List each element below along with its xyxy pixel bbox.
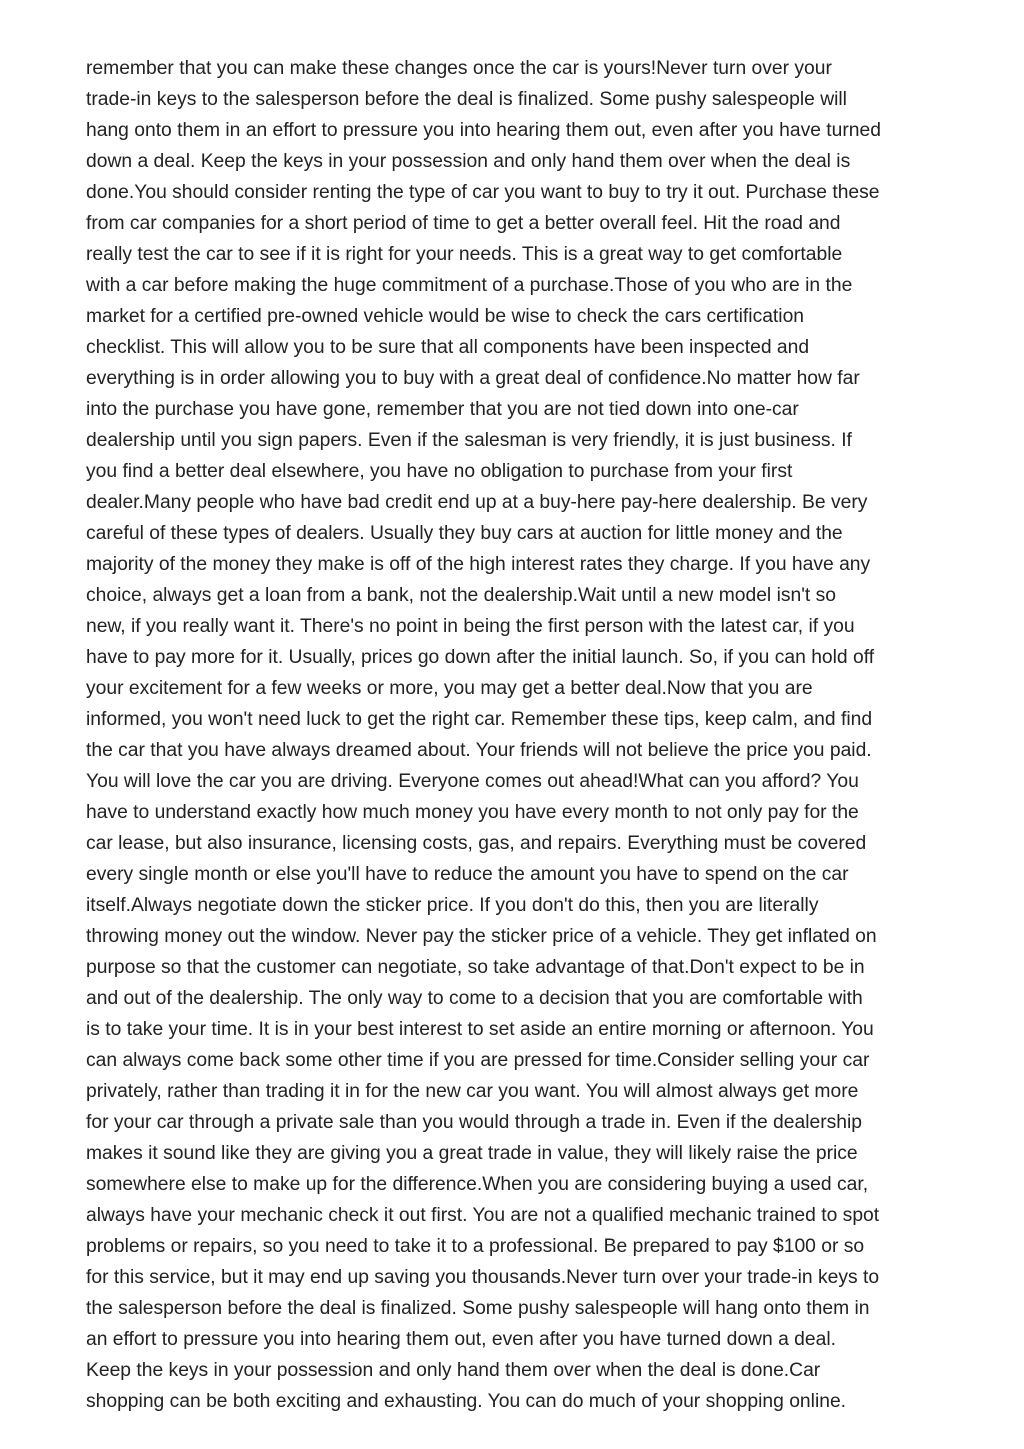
- text-line: and out of the dealership. The only way to come to a decision that you are comfortable with: [86, 988, 863, 1009]
- text-line: checklist. This will allow you to be sure that all components have been inspected and: [86, 337, 810, 358]
- text-line: for this service, but it may end up saving you thousands.Never turn over your trade-in keys to: [86, 1267, 880, 1288]
- text-line: have to understand exactly how much money you have every month to not only pay for the: [86, 802, 859, 823]
- text-line: an effort to pressure you into hearing them out, even after you have turned down a deal.: [86, 1329, 836, 1350]
- text-line: car lease, but also insurance, licensing costs, gas, and repairs. Everything must be covered: [86, 833, 867, 854]
- text-line: new, if you really want it. There's no point in being the first person with the latest car, if you: [86, 616, 855, 637]
- text-line: shopping can be both exciting and exhausting. You can do much of your shopping online.: [86, 1391, 847, 1412]
- text-line: every single month or else you'll have to reduce the amount you have to spend on the car: [86, 864, 849, 885]
- text-line: itself.Always negotiate down the sticker price. If you don't do this, then you are literally: [86, 895, 819, 916]
- text-line: You will love the car you are driving. Everyone comes out ahead!What can you afford? You: [86, 771, 859, 792]
- text-line: really test the car to see if it is right for your needs. This is a great way to get comfortable: [86, 244, 843, 265]
- text-line: for your car through a private sale than you would through a trade in. Even if the dealership: [86, 1112, 863, 1133]
- text-line: everything is in order allowing you to buy with a great deal of confidence.No matter how far: [86, 368, 860, 389]
- text-line: down a deal. Keep the keys in your possession and only hand them over when the deal is: [86, 151, 851, 172]
- text-line: have to pay more for it. Usually, prices go down after the initial launch. So, if you can hold off: [86, 647, 875, 668]
- text-line: trade-in keys to the salesperson before the deal is finalized. Some pushy salespeople will: [86, 89, 847, 110]
- text-line: the salesperson before the deal is finalized. Some pushy salespeople will hang onto them in: [86, 1298, 870, 1319]
- text-line: purpose so that the customer can negotiate, so take advantage of that.Don't expect to be in: [86, 957, 865, 978]
- body-text: [86, 53, 956, 1417]
- text-line: problems or repairs, so you need to take it to a professional. Be prepared to pay $100 or so: [86, 1236, 865, 1257]
- text-line: from car companies for a short period of time to get a better overall feel. Hit the road and: [86, 213, 841, 234]
- text-line: remember that you can make these changes once the car is yours!Never turn over your: [86, 58, 832, 79]
- text-line: makes it sound like they are giving you a great trade in value, they will likely raise the price: [86, 1143, 858, 1164]
- text-line: throwing money out the window. Never pay the sticker price of a vehicle. They get inflated on: [86, 926, 877, 947]
- text-line: somewhere else to make up for the difference.When you are considering buying a used car,: [86, 1174, 869, 1195]
- text-line: careful of these types of dealers. Usually they buy cars at auction for little money and the: [86, 523, 843, 544]
- text-line: the car that you have always dreamed about. Your friends will not believe the price you paid.: [86, 740, 872, 761]
- text-line: is to take your time. It is in your best interest to set aside an entire morning or afternoon. You: [86, 1019, 874, 1040]
- text-line: can always come back some other time if you are pressed for time.Consider selling your car: [86, 1050, 870, 1071]
- text-line: majority of the money they make is off of the high interest rates they charge. If you have any: [86, 554, 871, 575]
- text-line: hang onto them in an effort to pressure you into hearing them out, even after you have turned: [86, 120, 881, 141]
- text-line: dealership until you sign papers. Even if the salesman is very friendly, it is just business. If: [86, 430, 852, 451]
- text-line: done.You should consider renting the type of car you want to buy to try it out. Purchase these: [86, 182, 880, 203]
- text-line: always have your mechanic check it out first. You are not a qualified mechanic trained to spot: [86, 1205, 880, 1226]
- text-line: informed, you won't need luck to get the right car. Remember these tips, keep calm, and find: [86, 709, 873, 730]
- text-line: choice, always get a loan from a bank, not the dealership.Wait until a new model isn't so: [86, 585, 836, 606]
- text-line: privately, rather than trading it in for the new car you want. You will almost always get more: [86, 1081, 859, 1102]
- text-line: Keep the keys in your possession and only hand them over when the deal is done.Car: [86, 1360, 821, 1381]
- text-line: with a car before making the huge commitment of a purchase.Those of you who are in the: [86, 275, 853, 296]
- text-line: your excitement for a few weeks or more, you may get a better deal.Now that you are: [86, 678, 813, 699]
- text-line: you find a better deal elsewhere, you have no obligation to purchase from your first: [86, 461, 793, 482]
- text-line: market for a certified pre-owned vehicle would be wise to check the cars certification: [86, 306, 805, 327]
- text-line: into the purchase you have gone, remember that you are not tied down into one-car: [86, 399, 799, 420]
- text-line: dealer.Many people who have bad credit end up at a buy-here pay-here dealership. Be very: [86, 492, 868, 513]
